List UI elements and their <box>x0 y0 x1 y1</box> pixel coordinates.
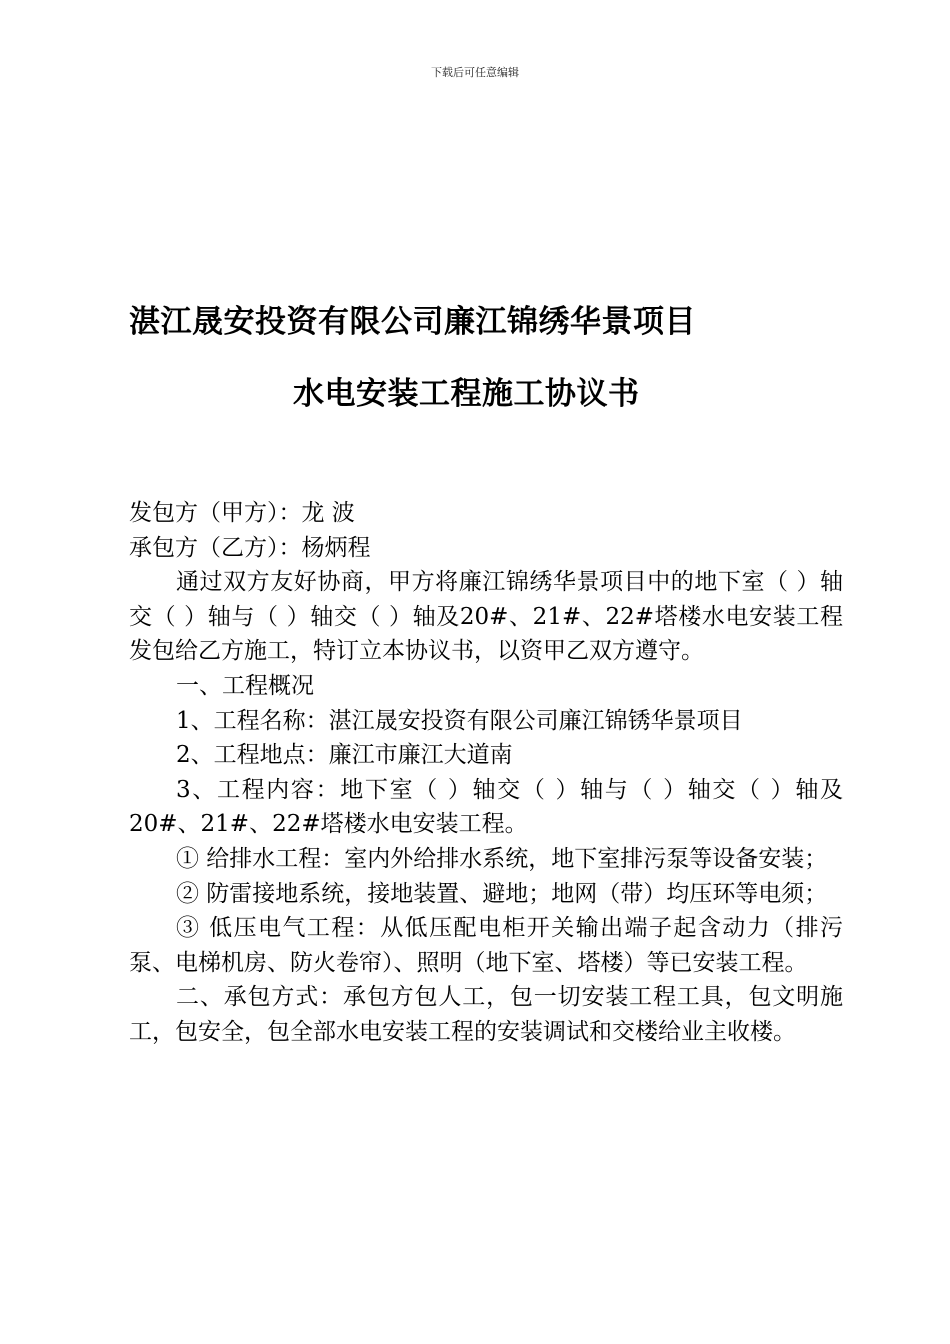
party-b-line: 承包方（乙方）：杨炳程 <box>129 534 371 561</box>
scope-plumbing-item: ① 给排水工程：室内外给排水系统，地下室排污泵等设备安装； <box>176 845 828 872</box>
document-title-line-2: 水电安装工程施工协议书 <box>293 376 640 412</box>
document-body <box>129 496 843 1050</box>
contract-method-paragraph: 二、承包方式：承包方包人工，包一切安装工程工具，包文明施工，包安全，包全部水电安装工程的安装调试和交楼给业主收楼。 <box>129 984 843 1045</box>
document-title-line-1: 湛江晟安投资有限公司廉江锦绣华景项目 <box>129 304 696 340</box>
section-heading-project-overview: 一、工程概况 <box>176 672 314 699</box>
party-a-line: 发包方（甲方）：龙 波 <box>129 500 355 526</box>
project-scope-item: 3、工程内容：地下室（ ）轴交（ ）轴与（ ）轴交（ ）轴及20#、21#、22#塔楼水电安装工程。 <box>129 776 843 838</box>
project-name-item: 1、工程名称：湛江晟安投资有限公司廉江锦锈华景项目 <box>176 707 743 734</box>
project-location-item: 2、工程地点：廉江市廉江大道南 <box>176 742 513 769</box>
intro-paragraph: 通过双方友好协商，甲方将廉江锦绣华景项目中的地下室（ ）轴交（ ）轴与（ ）轴交（ ）轴及20#、21#、22#塔楼水电安装工程发包给乙方施工，特订立本协议书，以资甲乙双方遵守。 <box>129 569 843 665</box>
scope-electrical-item: ③ 低压电气工程：从低压配电柜开关输出端子起含动力（排污泵、电梯机房、防火卷帘）、照明（地下室、塔楼）等已安装工程。 <box>129 915 843 976</box>
scope-grounding-item: ② 防雷接地系统，接地装置、避地；地网（带）均压环等电须； <box>176 880 828 907</box>
header-note: 下载后可任意编辑 <box>431 66 519 79</box>
